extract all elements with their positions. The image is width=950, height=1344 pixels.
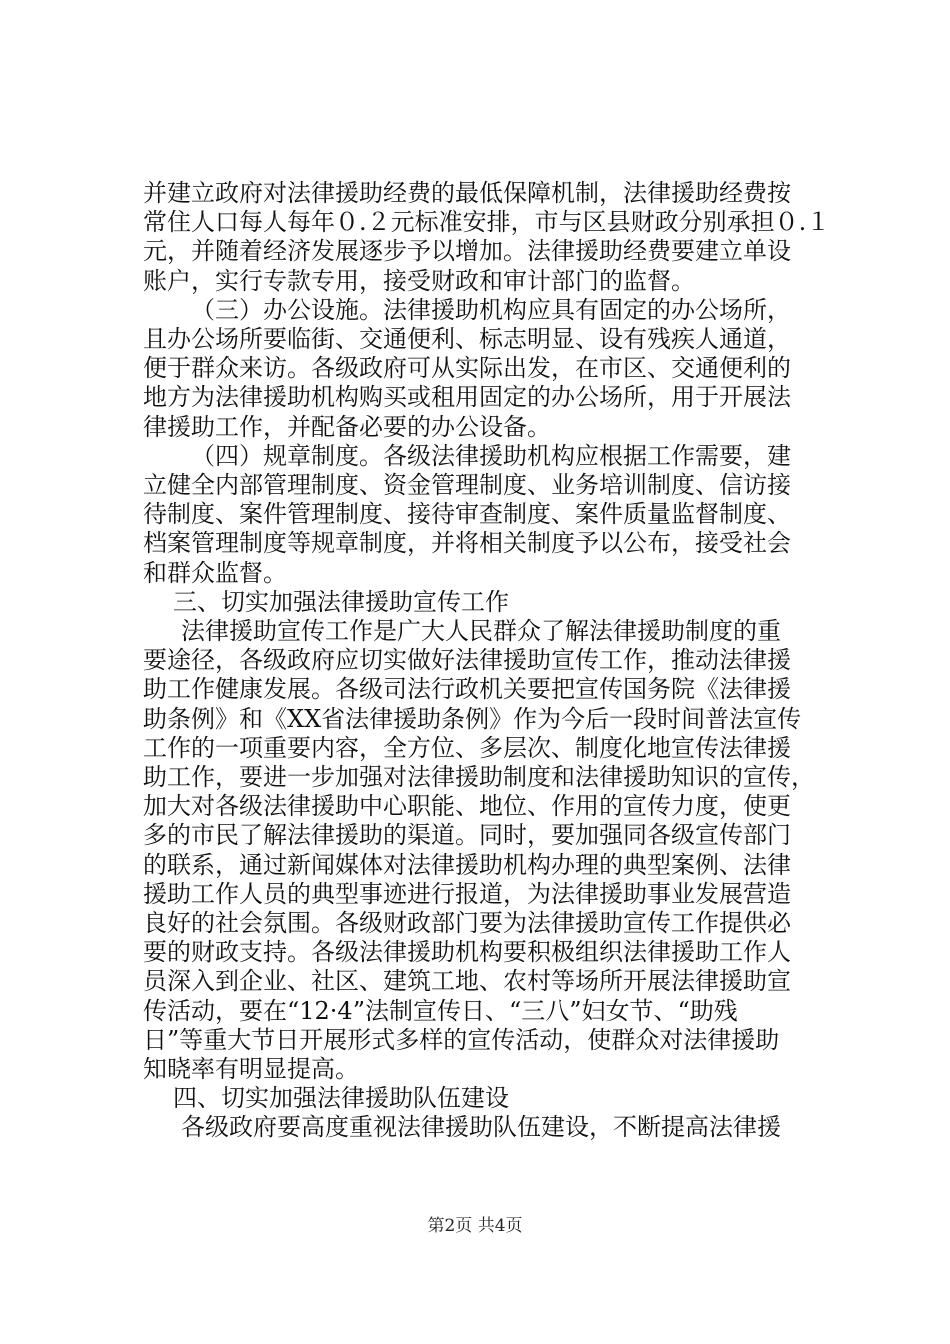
text-line: 要途径，各级政府应切实做好法律援助宣传工作，推动法律援 xyxy=(143,646,791,674)
text-line: 加大对各级法律援助中心职能、地位、作用的宣传力度，使更 xyxy=(143,792,791,820)
text-line: 助工作，要进一步加强对法律援助制度和法律援助知识的宣传， xyxy=(143,763,815,791)
text-line: 的联系，通过新闻媒体对法律援助机构办理的典型案例、法律 xyxy=(143,851,791,879)
text-line: 传活动，要在“12·4”法制宣传日、“三八”妇女节、“助残 xyxy=(143,997,738,1025)
text-line: 和群众监督。 xyxy=(143,559,287,587)
text-line: 员深入到企业、社区、建筑工地、农村等场所开展法律援助宣 xyxy=(143,967,791,995)
text-line: 并建立政府对法律援助经费的最低保障机制，法律援助经费按 xyxy=(143,179,791,207)
text-line: 且办公场所要临街、交通便利、标志明显、设有残疾人通道， xyxy=(143,325,791,353)
text-line: 账户，实行专款专用，接受财政和审计部门的监督。 xyxy=(143,267,695,295)
page-footer: 第2页 共4页 xyxy=(427,1216,523,1236)
text-line: 待制度、案件管理制度、接待审查制度、案件质量监督制度、 xyxy=(143,500,791,528)
text-line: 档案管理制度等规章制度，并将相关制度予以公布，接受社会 xyxy=(143,529,791,557)
text-line: 助工作健康发展。各级司法行政机关要把宣传国务院《法律援 xyxy=(143,675,791,703)
text-line: 助条例》和《XX省法律援助条例》作为今后一段时间普法宣传 xyxy=(143,705,802,733)
text-line: 法律援助宣传工作是广大人民群众了解法律援助制度的重 xyxy=(181,617,781,645)
text-line: 工作的一项重要内容，全方位、多层次、制度化地宣传法律援 xyxy=(143,734,791,762)
text-line: 各级政府要高度重视法律援助队伍建设，不断提高法律援 xyxy=(181,1113,781,1141)
text-line: （三）办公设施。法律援助机构应具有固定的办公场所， xyxy=(191,296,791,324)
text-line: 立健全内部管理制度、资金管理制度、业务培训制度、信访接 xyxy=(143,471,791,499)
text-line: 多的市民了解法律援助的渠道。同时，要加强同各级宣传部门 xyxy=(143,821,791,849)
text-line: 日”等重大节日开展形式多样的宣传活动，使群众对法律援助 xyxy=(143,1026,780,1054)
text-line: 元，并随着经济发展逐步予以增加。法律援助经费要建立单设 xyxy=(143,237,791,265)
text-line: 便于群众来访。各级政府可从实际出发，在市区、交通便利的 xyxy=(143,354,791,382)
text-line: 常住人口每人每年０.２元标准安排，市与区县财政分别承担０.１ xyxy=(143,208,831,236)
section-heading: 三、切实加强法律援助宣传工作 xyxy=(173,588,509,616)
text-line: （四）规章制度。各级法律援助机构应根据工作需要，建 xyxy=(191,442,791,470)
text-line: 律援助工作，并配备必要的办公设备。 xyxy=(143,413,551,441)
text-line: 要的财政支持。各级法律援助机构要积极组织法律援助工作人 xyxy=(143,938,791,966)
text-line: 知晓率有明显提高。 xyxy=(143,1055,359,1083)
section-heading: 四、切实加强法律援助队伍建设 xyxy=(173,1084,509,1112)
text-line: 援助工作人员的典型事迹进行报道，为法律援助事业发展营造 xyxy=(143,880,791,908)
text-line: 地方为法律援助机构购买或租用固定的办公场所，用于开展法 xyxy=(143,383,791,411)
text-line: 良好的社会氛围。各级财政部门要为法律援助宣传工作提供必 xyxy=(143,909,791,937)
